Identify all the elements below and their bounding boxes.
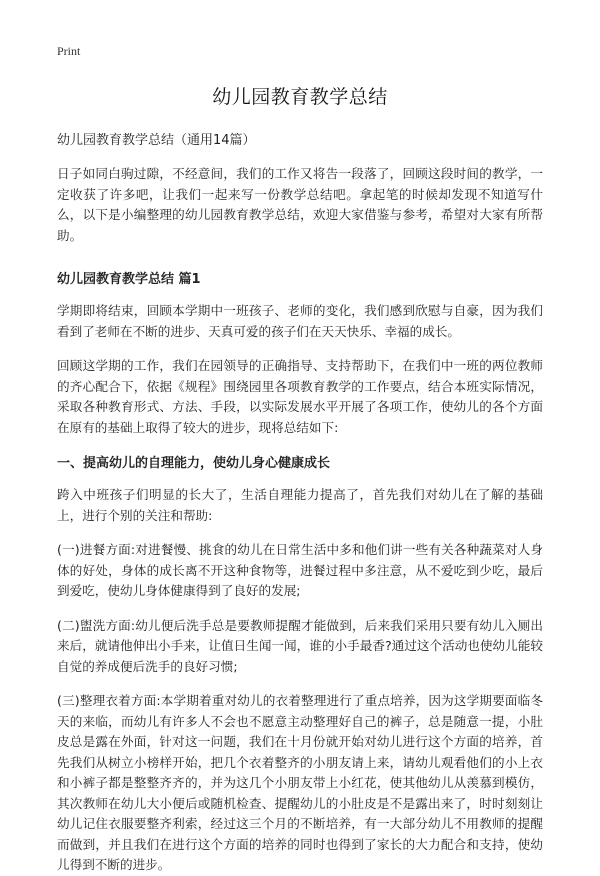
point-paragraph-2: (一)进餐方面:对进餐慢、挑食的幼儿在日常生活中多和他们讲一些有关各种蔬菜对人身体的好处，身体的成长离不开这种食物等，进餐过程中多注意，从不爱吃到少吃，最后到爱吃，使幼儿身体健康得到了良好的发展; <box>57 542 543 598</box>
section-heading: 幼儿园教育教学总结 篇1 <box>57 272 201 287</box>
intro-paragraph: 日子如同白驹过隙，不经意间，我们的工作又将告一段落了，回顾这段时间的教学，一定收获了许多吧，让我们一起来写一份教学总结吧。拿起笔的时候却发现不知道写什么，以下是小编整理的幼儿园教育教学总结，欢迎大家借鉴与参考，希望对大家有所帮助。 <box>57 166 543 243</box>
print-label: Print <box>57 44 81 58</box>
point-paragraph-4: (三)整理衣着方面:本学期着重对幼儿的衣着整理进行了重点培养，因为这学期要面临冬天的来临，而幼儿有许多人不会也不愿意主动整理好自己的裤子，总是随意一提，小肚皮总是露在外面，针对这一问题，我们在十月份就开始对幼儿进行这个方面的培养，首先我们从树立小榜样开始，把几个衣着整齐的小朋友请上来，请幼儿观看他们的小上衣和小裤子都是整整齐齐的，并为这几个小朋友带上小红花，使其他幼儿从羡慕到模仿，其次教师在幼儿大小便后或随机检查、提醒幼儿的小肚皮是不是露出来了，时时刻刻让幼儿记住衣服要整齐利索，经过这三个月的不断培养，有一大部分幼儿不用教师的提醒而做到，并且我们在进行这个方面的培养的同时也得到了家长的大力配合和支持，使幼儿得到不断的进步。 <box>57 693 543 872</box>
page-title: 幼儿园教育教学总结 <box>212 86 388 108</box>
section-paragraph-2: 回顾这学期的工作，我们在园领导的正确指导、支持帮助下，在我们中一班的两位教师的齐心配合下，依据《规程》围绕园里各项教育教学的工作要点，结合本班实际情况，采取各种教育形式、方法、手段，以实际发展水平开展了各项工作，使幼儿的各个方面在原有的基础上取得了较大的进步，现将总结如下: <box>57 358 543 435</box>
point-heading: 一、提高幼儿的自理能力，使幼儿身心健康成长 <box>57 456 331 471</box>
section-paragraph-1: 学期即将结束，回顾本学期中一班孩子、老师的变化，我们感到欣慰与自豪，因为我们看到了老师在不断的进步、天真可爱的孩子们在天天快乐、幸福的成长。 <box>57 303 543 339</box>
document-subtitle: 幼儿园教育教学总结（通用14篇） <box>57 133 256 148</box>
point-paragraph-3: (二)盥洗方面:幼儿便后洗手总是要教师提醒才能做到，后来我们采用只要有幼儿入厕出来后，就请他伸出小手来，让值日生闻一闻，谁的小手最香?通过这个活动也使幼儿能较自觉的养成便后洗手的良好习惯; <box>57 617 543 674</box>
point-paragraph-1: 跨入中班孩子们明显的长大了，生活自理能力提高了，首先我们对幼儿在了解的基础上，进行个别的关注和帮助: <box>57 487 543 523</box>
